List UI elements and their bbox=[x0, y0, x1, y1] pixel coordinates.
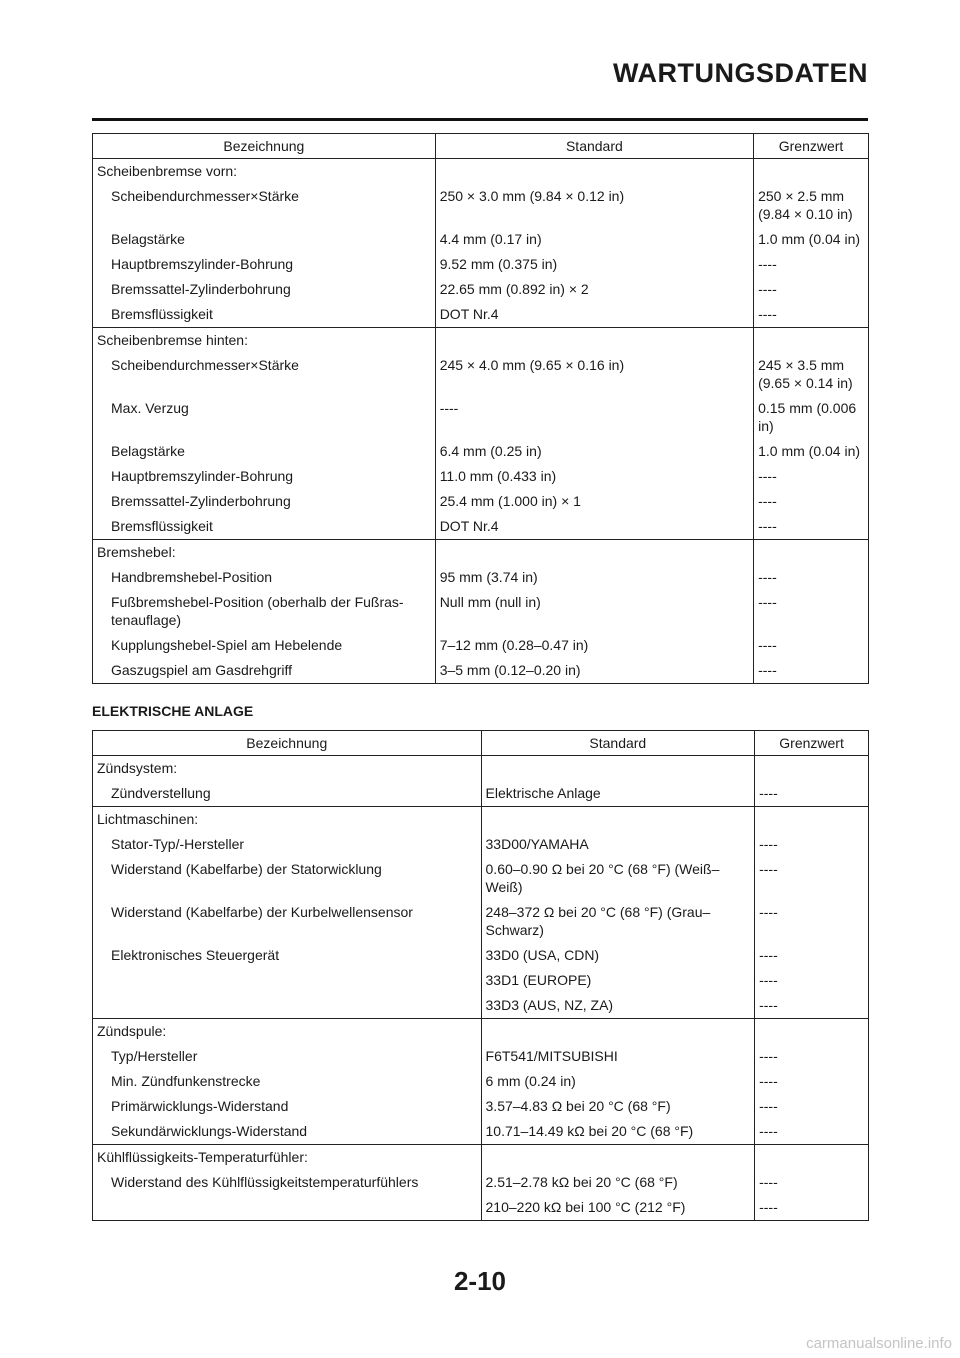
row-label: Belagstärke bbox=[93, 227, 436, 252]
row-limit: 250 × 2.5 mm (9.84 × 0.10 in) bbox=[754, 184, 869, 227]
row-standard: 22.65 mm (0.892 in) × 2 bbox=[439, 281, 589, 297]
table-row bbox=[93, 489, 869, 514]
row-label bbox=[93, 993, 482, 1019]
row-limit: ---- bbox=[754, 489, 869, 514]
row-label bbox=[93, 1195, 482, 1221]
row-label: Elektronisches Steuergerät bbox=[93, 943, 482, 968]
row-limit: ---- bbox=[755, 1195, 869, 1221]
row-standard: 3–5 mm (0.12–0.20 in) bbox=[435, 658, 753, 684]
table-row bbox=[93, 781, 869, 807]
row-standard: 3.57–4.83 Ω bei 20 °C (68 °F) bbox=[485, 1098, 671, 1114]
row-standard: 33D1 (EUROPE) bbox=[485, 972, 592, 988]
group-title: Zündsystem: bbox=[93, 756, 482, 782]
row-standard: 25.4 mm (1.000 in) × 1 bbox=[439, 493, 581, 509]
row-standard: 248–372 Ω bei 20 °C (68 °F) (Grau–Schwarz) bbox=[485, 904, 711, 938]
row-standard: 6.4 mm (0.25 in) bbox=[439, 443, 542, 459]
table-row bbox=[93, 1119, 869, 1145]
table-row bbox=[93, 302, 869, 328]
brake-spec-table bbox=[92, 133, 869, 684]
page-number: 2-10 bbox=[453, 1266, 507, 1296]
row-label: Bremssattel-Zylinderbohrung bbox=[93, 277, 436, 302]
electrical-spec-table bbox=[92, 730, 869, 1221]
header-bezeichnung: Bezeichnung bbox=[93, 134, 436, 159]
row-limit: ---- bbox=[755, 1094, 869, 1119]
group-title: Bremshebel: bbox=[93, 540, 436, 566]
table-row bbox=[93, 993, 869, 1019]
row-limit: ---- bbox=[755, 1119, 869, 1145]
row-standard: ---- bbox=[439, 400, 459, 416]
row-limit: ---- bbox=[755, 943, 869, 968]
row-label: Widerstand des Kühlflüssigkeitstemperaturfühlers bbox=[93, 1170, 482, 1195]
table-row bbox=[93, 353, 869, 396]
table-row bbox=[93, 633, 869, 658]
row-standard: Null mm (null in) bbox=[439, 594, 541, 610]
group-title: Kühlflüssigkeits-Temperaturfühler: bbox=[93, 1145, 482, 1171]
row-label: Kupplungshebel-Spiel am Hebelende bbox=[93, 633, 436, 658]
row-limit: ---- bbox=[755, 1044, 869, 1069]
group-row bbox=[93, 1019, 869, 1045]
row-label bbox=[93, 968, 482, 993]
table-row bbox=[93, 252, 869, 277]
row-label: Scheibendurchmesser×Stärke bbox=[93, 353, 436, 396]
section-heading: ELEKTRISCHE ANLAGE bbox=[92, 703, 254, 719]
page-title: WARTUNGSDATEN bbox=[613, 58, 868, 88]
row-standard: 10.71–14.49 kΩ bei 20 °C (68 °F) bbox=[485, 1123, 694, 1139]
row-standard: 33D0 (USA, CDN) bbox=[485, 947, 600, 963]
row-limit: ---- bbox=[754, 302, 869, 328]
row-label: Min. Zündfunkenstrecke bbox=[93, 1069, 482, 1094]
group-title: Scheibenbremse vorn: bbox=[93, 159, 436, 185]
header-standard: Standard bbox=[435, 134, 753, 159]
row-label: Handbremshebel-Position bbox=[93, 565, 436, 590]
row-limit: ---- bbox=[754, 633, 869, 658]
table-header-row bbox=[93, 731, 869, 756]
row-limit: 0.15 mm (0.006 in) bbox=[754, 396, 869, 439]
row-limit: ---- bbox=[754, 658, 869, 684]
row-limit: ---- bbox=[755, 832, 869, 857]
row-label: Belagstärke bbox=[93, 439, 436, 464]
row-standard: 95 mm (3.74 in) bbox=[439, 569, 538, 585]
table-row bbox=[93, 857, 869, 900]
table-row bbox=[93, 439, 869, 464]
group-row bbox=[93, 328, 869, 354]
table-row bbox=[93, 900, 869, 943]
row-standard: 6 mm (0.24 in) bbox=[485, 1073, 576, 1089]
row-limit: ---- bbox=[755, 993, 869, 1019]
header-standard: Standard bbox=[481, 731, 755, 756]
table-row bbox=[93, 464, 869, 489]
row-standard: 0.60–0.90 Ω bei 20 °C (68 °F) (Weiß–Weiß) bbox=[485, 861, 720, 895]
table-row bbox=[93, 1069, 869, 1094]
row-standard: 210–220 kΩ bei 100 °C (212 °F) bbox=[481, 1195, 755, 1221]
table-row bbox=[93, 1094, 869, 1119]
title-rule bbox=[92, 118, 868, 121]
row-limit: ---- bbox=[755, 1170, 869, 1195]
table-row bbox=[93, 943, 869, 968]
row-label: Bremsflüssigkeit bbox=[93, 514, 436, 540]
table-row bbox=[93, 565, 869, 590]
row-limit: ---- bbox=[754, 514, 869, 540]
row-label: Fußbremshebel-Position (oberhalb der Fußras-tenauflage) bbox=[93, 590, 436, 633]
table-row bbox=[93, 1170, 869, 1195]
row-limit: 245 × 3.5 mm (9.65 × 0.14 in) bbox=[754, 353, 869, 396]
row-standard: 2.51–2.78 kΩ bei 20 °C (68 °F) bbox=[485, 1174, 678, 1190]
row-limit: ---- bbox=[754, 252, 869, 277]
table-row bbox=[93, 832, 869, 857]
header-bezeichnung: Bezeichnung bbox=[93, 731, 482, 756]
row-standard: Elektrische Anlage bbox=[485, 785, 601, 801]
row-label: Bremsflüssigkeit bbox=[93, 302, 436, 328]
row-label: Zündverstellung bbox=[93, 781, 482, 807]
row-label: Widerstand (Kabelfarbe) der Kurbelwellensensor bbox=[93, 900, 482, 943]
row-label: Hauptbremszylinder-Bohrung bbox=[93, 464, 436, 489]
row-label: Widerstand (Kabelfarbe) der Statorwicklung bbox=[93, 857, 482, 900]
table-row bbox=[93, 658, 869, 684]
row-label: Max. Verzug bbox=[93, 396, 436, 439]
table-row bbox=[93, 184, 869, 227]
row-label: Gaszugspiel am Gasdrehgriff bbox=[93, 658, 436, 684]
row-standard: DOT Nr.4 bbox=[439, 306, 499, 322]
row-label: Scheibendurchmesser×Stärke bbox=[93, 184, 436, 227]
group-row bbox=[93, 756, 869, 782]
row-label: Primärwicklungs-Widerstand bbox=[93, 1094, 482, 1119]
row-standard: 245 × 4.0 mm (9.65 × 0.16 in) bbox=[439, 357, 625, 373]
row-standard: F6T541/MITSUBISHI bbox=[485, 1048, 618, 1064]
table-row bbox=[93, 514, 869, 540]
row-standard: 250 × 3.0 mm (9.84 × 0.12 in) bbox=[439, 188, 625, 204]
header-grenzwert: Grenzwert bbox=[755, 731, 869, 756]
table-row bbox=[93, 277, 869, 302]
row-standard: 33D3 (AUS, NZ, ZA) bbox=[485, 997, 614, 1013]
table-row bbox=[93, 1195, 869, 1221]
table-row bbox=[93, 396, 869, 439]
row-standard: 7–12 mm (0.28–0.47 in) bbox=[439, 637, 589, 653]
group-title: Lichtmaschinen: bbox=[93, 807, 482, 833]
table-row bbox=[93, 1044, 869, 1069]
row-limit: ---- bbox=[755, 1069, 869, 1094]
row-limit: 1.0 mm (0.04 in) bbox=[754, 227, 869, 252]
row-label: Stator-Typ/-Hersteller bbox=[93, 832, 482, 857]
row-limit: ---- bbox=[754, 565, 869, 590]
group-title: Zündspule: bbox=[93, 1019, 482, 1045]
row-limit: ---- bbox=[755, 781, 869, 807]
group-row bbox=[93, 1145, 869, 1171]
table-header-row bbox=[93, 134, 869, 159]
row-standard: 4.4 mm (0.17 in) bbox=[439, 231, 542, 247]
table-row bbox=[93, 590, 869, 633]
table-row bbox=[93, 227, 869, 252]
group-title: Scheibenbremse hinten: bbox=[93, 328, 436, 354]
group-row bbox=[93, 540, 869, 566]
row-label: Typ/Hersteller bbox=[93, 1044, 482, 1069]
table-row bbox=[93, 968, 869, 993]
row-limit: ---- bbox=[754, 277, 869, 302]
row-limit: ---- bbox=[754, 590, 869, 633]
row-label: Bremssattel-Zylinderbohrung bbox=[93, 489, 436, 514]
header-grenzwert: Grenzwert bbox=[754, 134, 869, 159]
group-row bbox=[93, 159, 869, 185]
row-limit: 1.0 mm (0.04 in) bbox=[754, 439, 869, 464]
row-limit: ---- bbox=[754, 464, 869, 489]
row-limit: ---- bbox=[755, 900, 869, 943]
row-label: Sekundärwicklungs-Widerstand bbox=[93, 1119, 482, 1145]
watermark: carmanualsonline.info bbox=[806, 1335, 952, 1352]
row-limit: ---- bbox=[755, 857, 869, 900]
row-label: Hauptbremszylinder-Bohrung bbox=[93, 252, 436, 277]
group-row bbox=[93, 807, 869, 833]
row-standard: 33D00/YAMAHA bbox=[485, 836, 589, 852]
row-standard: DOT Nr.4 bbox=[439, 518, 499, 534]
row-standard: 11.0 mm (0.433 in) bbox=[439, 468, 557, 484]
row-limit: ---- bbox=[755, 968, 869, 993]
row-standard: 9.52 mm (0.375 in) bbox=[439, 256, 558, 272]
